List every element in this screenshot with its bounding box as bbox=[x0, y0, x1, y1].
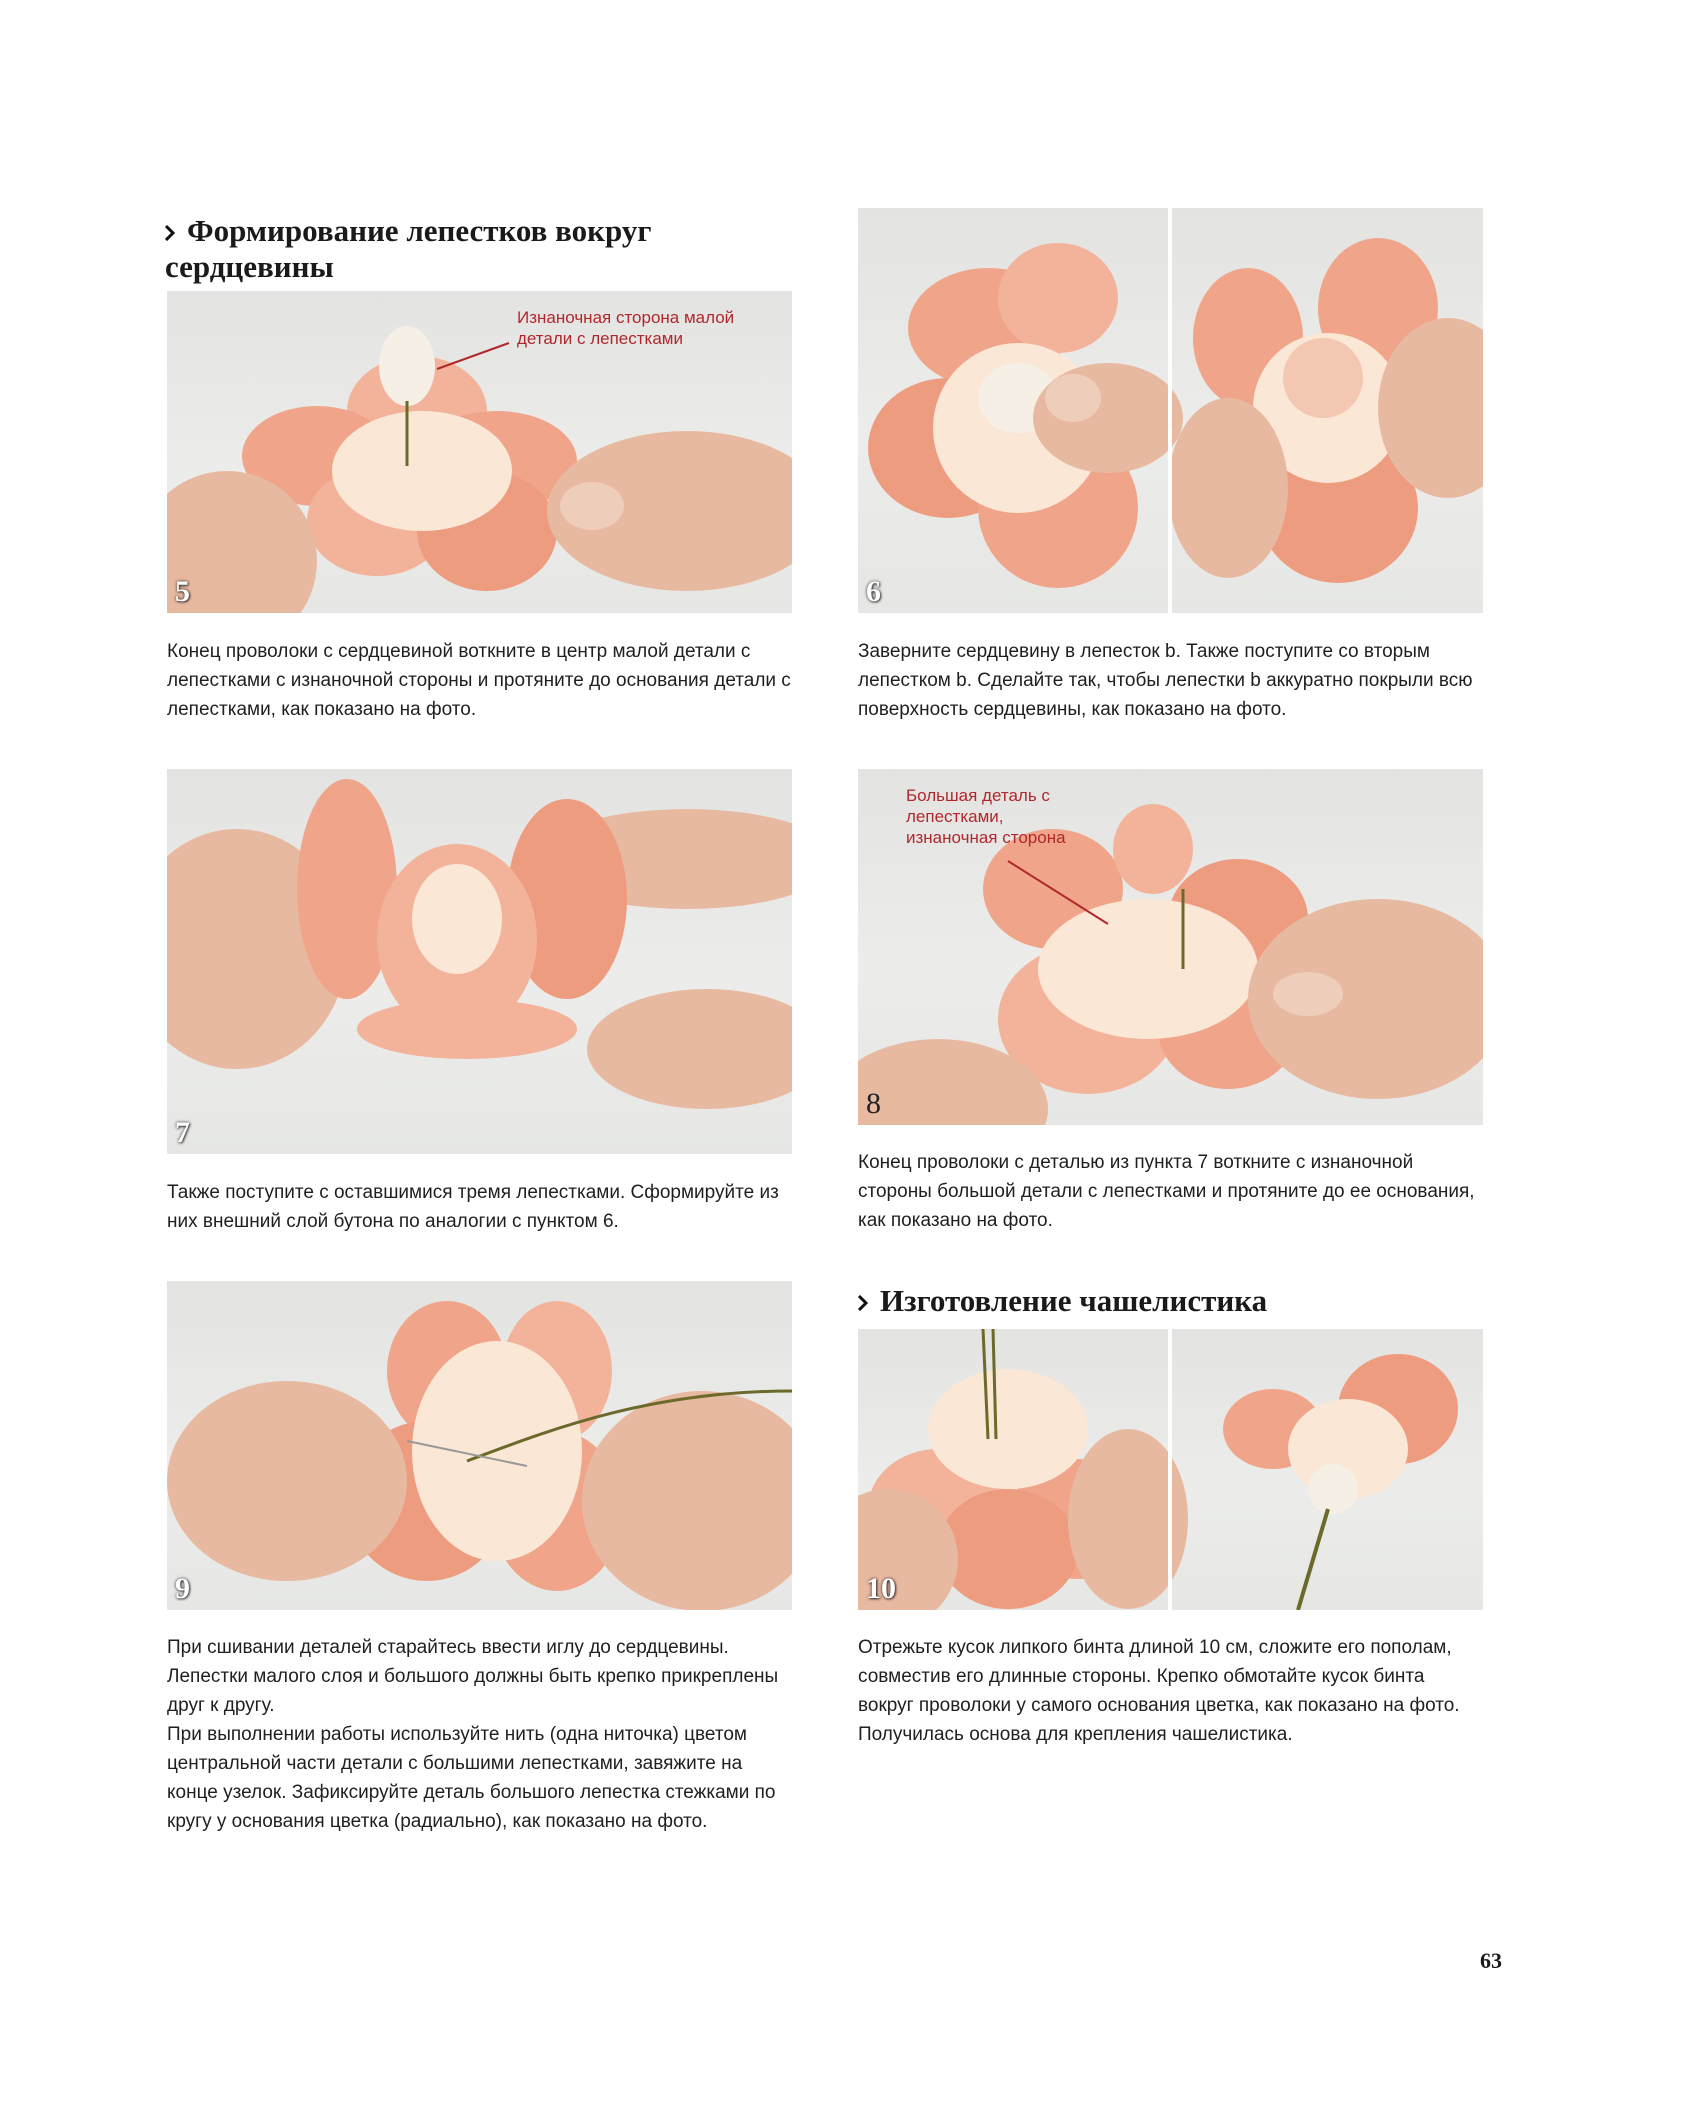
caption-step-8 bbox=[858, 1148, 1483, 1235]
caption-step-6 bbox=[858, 637, 1483, 724]
section-title: Изготовление чашелистика bbox=[880, 1283, 1268, 1318]
photo-divider bbox=[1168, 1329, 1172, 1610]
page-number: 63 bbox=[1480, 1948, 1502, 1973]
photo-step-6 bbox=[858, 208, 1483, 613]
section-heading-sepal bbox=[858, 1283, 1418, 1319]
caption-step-7 bbox=[167, 1178, 792, 1236]
photo-step-9 bbox=[167, 1281, 792, 1610]
section-heading-petals bbox=[165, 213, 725, 285]
caption-text: При сшивании деталей старайтесь ввести иглу до сердцевины. Лепестки малого слоя и большого должны быть крепко прикреплены друг к другу. bbox=[167, 1637, 779, 1716]
step-number: 6 bbox=[866, 575, 881, 608]
step-number: 8 bbox=[866, 1087, 881, 1120]
chevron-right-icon bbox=[858, 1295, 870, 1311]
photo-divider bbox=[1168, 208, 1172, 613]
caption-text: Конец проволоки с сердцевиной воткните в центр малой детали с лепестками с изнаночной стороны и протяните до основания детали с лепестками, как показано на фото. bbox=[167, 641, 791, 720]
caption-text: Конец проволоки с деталью из пункта 7 воткните с изнаночной стороны большой детали с лепестками и протяните до ее основания, как показано на фото. bbox=[858, 1152, 1475, 1231]
caption-text: Заверните сердцевину в лепесток b. Также поступите со вторым лепестком b. Сделайте так, чтобы лепестки b аккуратно покрыли всю поверхность сердцевины, как показано на фото. bbox=[858, 641, 1473, 720]
section-title: Формирование лепестков вокруг сердцевины bbox=[165, 213, 652, 284]
caption-step-10 bbox=[858, 1633, 1483, 1749]
chevron-right-icon bbox=[165, 225, 177, 241]
step-number: 7 bbox=[175, 1116, 190, 1149]
photo-step-5 bbox=[167, 291, 792, 613]
step-number: 5 bbox=[175, 575, 190, 608]
photo-step-8 bbox=[858, 769, 1483, 1125]
caption-step-5 bbox=[167, 637, 792, 724]
callout-step-8: Большая деталь с лепестками, изнаночная сторона bbox=[906, 786, 1066, 847]
caption-text: Отрежьте кусок липкого бинта длиной 10 см, сложите его пополам, совместив его длинные стороны. Крепко обмотайте кусок бинта вокруг проволоки у самого основания цветка, как показано на фото. Получилась основа для крепления чашелистика. bbox=[858, 1637, 1460, 1745]
flower-illustration bbox=[167, 1281, 792, 1610]
caption-text: При выполнении работы используйте нить (одна ниточка) цветом центральной части детали с большими лепестками, завяжите на конце узелок. Зафиксируйте деталь большого лепестка стежками по кругу у основания цветка (радиально), как показано на фото. bbox=[167, 1724, 776, 1832]
step-number: 10 bbox=[866, 1572, 896, 1605]
step-number: 9 bbox=[175, 1572, 190, 1605]
caption-step-9 bbox=[167, 1633, 792, 1836]
photo-step-10 bbox=[858, 1329, 1483, 1610]
photo-step-7 bbox=[167, 769, 792, 1154]
callout-step-5: Изнаночная сторона малой детали с лепестками bbox=[517, 308, 735, 348]
caption-text: Также поступите с оставшимися тремя лепестками. Сформируйте из них внешний слой бутона по аналогии с пунктом 6. bbox=[167, 1182, 779, 1232]
flower-illustration bbox=[167, 769, 792, 1154]
